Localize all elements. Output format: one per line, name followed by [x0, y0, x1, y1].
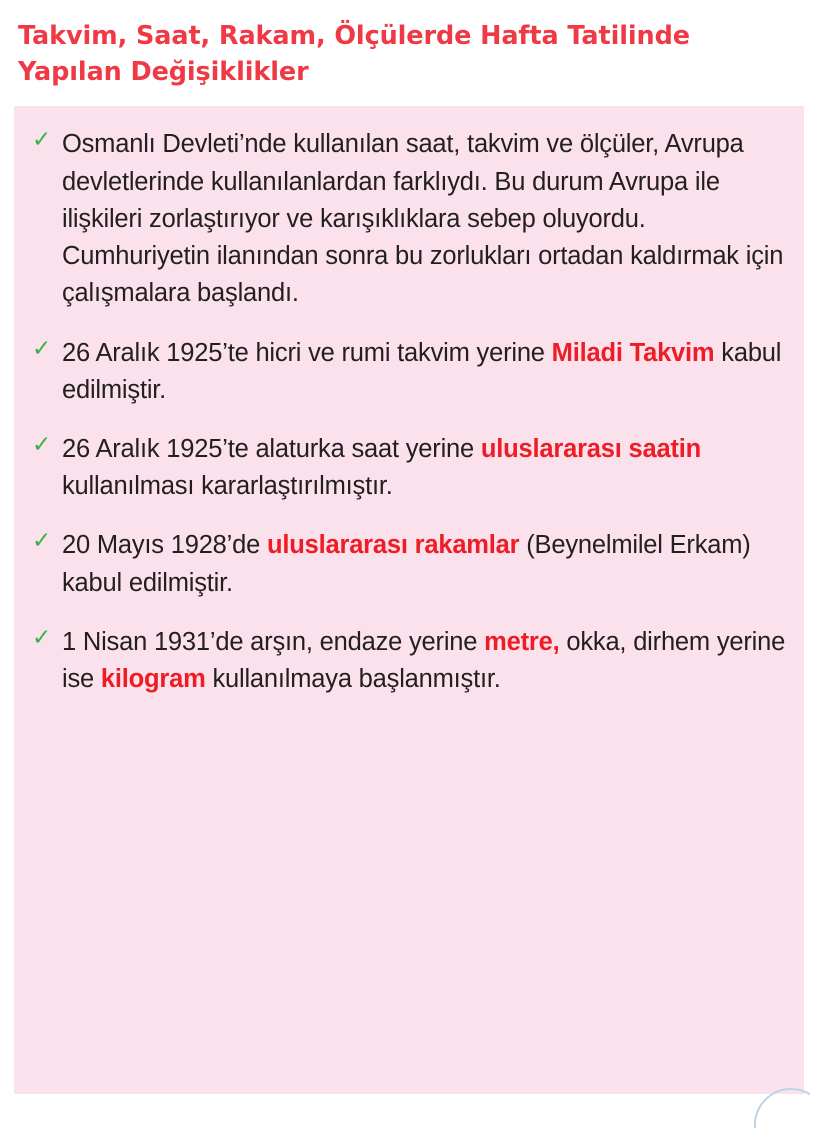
list-item-text	[62, 335, 786, 409]
list-item	[28, 431, 786, 505]
page-title: Takvim, Saat, Rakam, Ölçülerde Hafta Tatilinde Yapılan Değişiklikler	[18, 21, 690, 88]
text-run: kullanılması kararlaştırılmıştır.	[62, 472, 393, 501]
text-run: kullanılmaya başlanmıştır.	[205, 665, 501, 694]
check-icon: ✓	[32, 127, 52, 154]
check-icon: ✓	[32, 624, 52, 651]
list-item	[28, 527, 786, 601]
text-run: (Beynelmilel Erkam) kabul edilmiştir.	[62, 531, 751, 597]
bullet-list	[28, 126, 786, 698]
list-item-text	[62, 527, 786, 601]
check-icon: ✓	[32, 528, 52, 555]
highlight-callout-box	[14, 106, 804, 1094]
text-run: Osmanlı Devleti’nde kullanılan saat, takvim ve ölçüler, Avrupa devletlerinde kullanılanlardan farklıydı. Bu durum Avrupa ile ilişkileri zorlaştırıyor ve karışıklıklara sebep oluyordu. Cumhuriyetin ilanından sonra bu zorlukları ortadan kaldırmak için çalışmalara başlandı.	[62, 130, 784, 308]
text-run: okka, dirhem yerine ise	[62, 627, 786, 694]
list-item-text	[62, 431, 786, 505]
text-run: 26 Aralık 1925’te hicri ve rumi takvim yerine	[62, 338, 552, 367]
highlighted-term: kilogram	[100, 665, 206, 694]
text-run: 20 Mayıs 1928’de	[62, 531, 267, 560]
text-run: 1 Nisan 1931’de arşın, endaze yerine	[62, 627, 485, 656]
text-run: 26 Aralık 1925’te alaturka saat yerine	[62, 434, 481, 463]
list-item	[28, 624, 786, 698]
highlighted-term: Miladi Takvim	[551, 338, 715, 367]
list-item-text	[62, 126, 786, 312]
check-icon: ✓	[32, 431, 52, 458]
list-item	[28, 335, 786, 409]
highlighted-term: uluslararası saatin	[480, 434, 702, 463]
list-item	[28, 126, 786, 312]
highlighted-term: uluslararası rakamlar	[266, 531, 520, 560]
highlighted-term: metre,	[484, 627, 560, 656]
list-item-text	[62, 624, 786, 698]
check-icon: ✓	[32, 335, 52, 362]
text-run: kabul edilmiştir.	[62, 338, 782, 404]
